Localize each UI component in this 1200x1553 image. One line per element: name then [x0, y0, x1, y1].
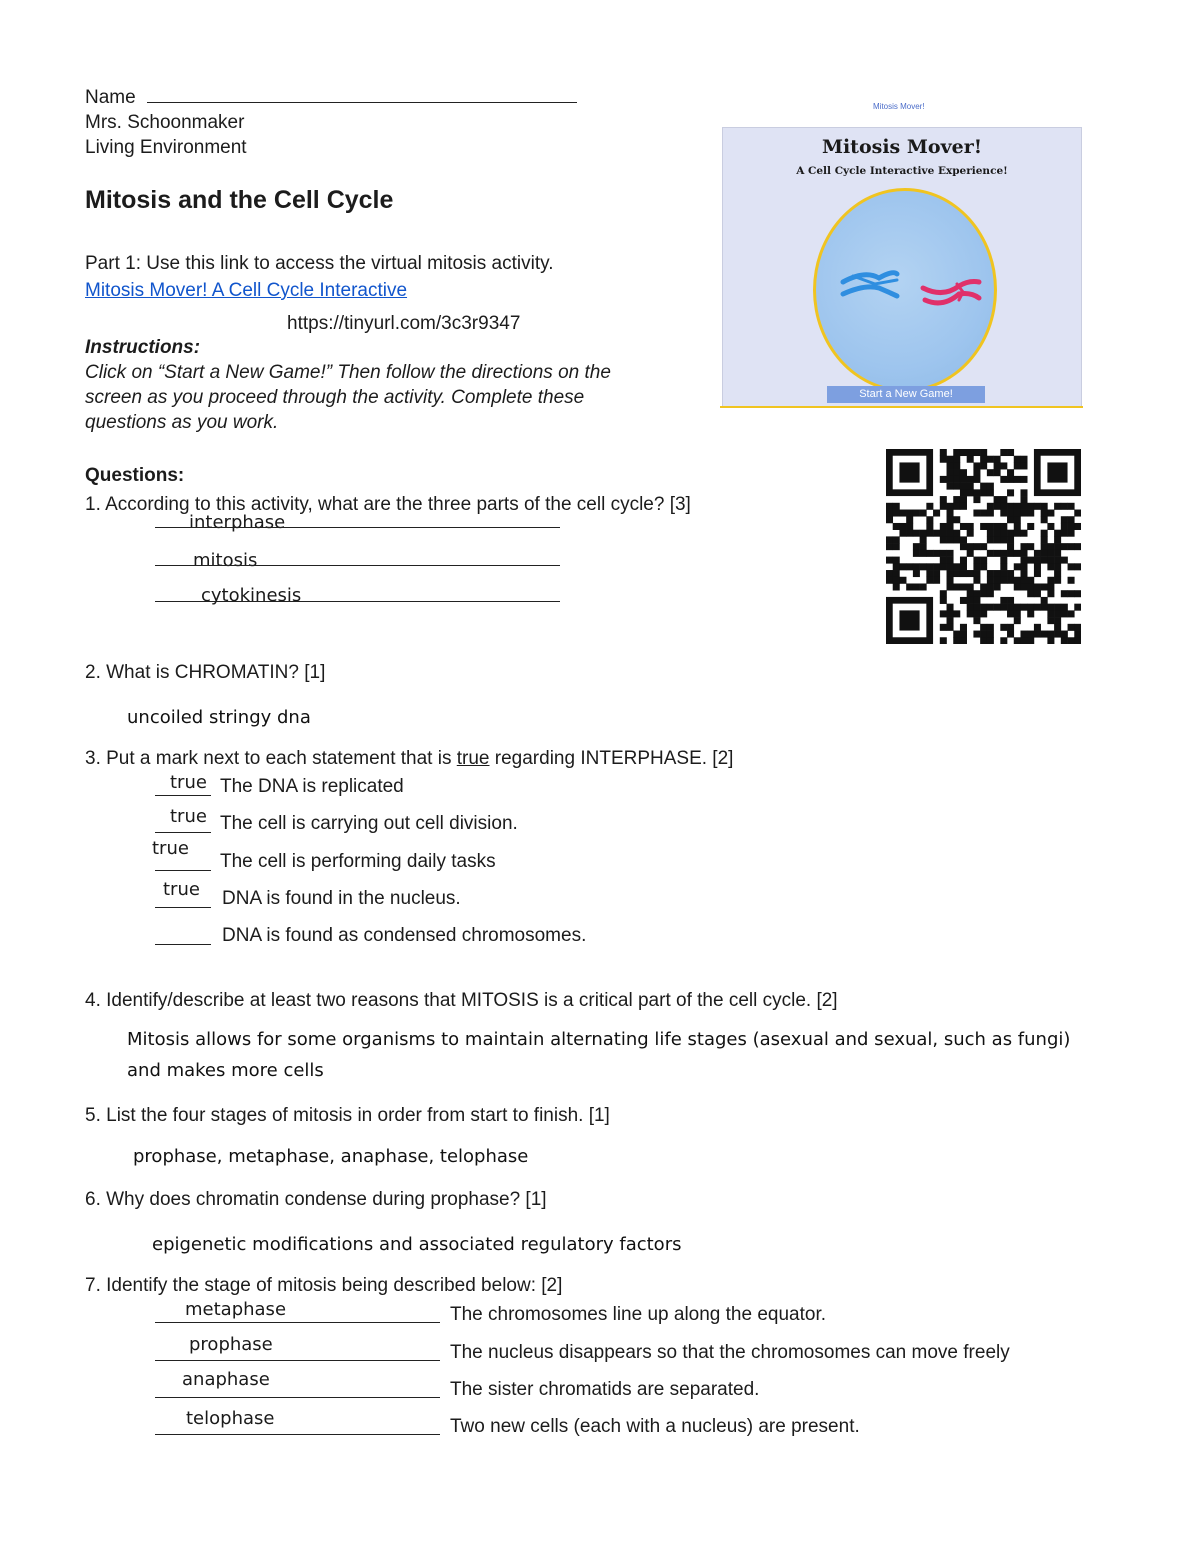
q5-text: 5. List the four stages of mitosis in order from start to finish. [1]	[85, 1105, 610, 1126]
q3-text-after: regarding INTERPHASE. [2]	[489, 748, 734, 769]
chromosomes-icon	[813, 188, 997, 392]
qr-code-icon	[886, 449, 1081, 644]
q1-blank-1[interactable]	[155, 527, 560, 528]
q3-text-underlined: true	[456, 748, 490, 769]
q3-mark-2[interactable]: true	[170, 806, 207, 827]
q3-statement-3: The cell is performing daily tasks	[220, 851, 496, 872]
q2-answer[interactable]: uncoiled stringy dna	[127, 707, 311, 728]
activity-link[interactable]: Mitosis Mover! A Cell Cycle Interactive	[85, 280, 408, 301]
q2-text: 2. What is CHROMATIN? [1]	[85, 662, 326, 683]
q7-description-3: The sister chromatids are separated.	[450, 1379, 760, 1400]
panel-border	[720, 406, 1083, 408]
start-new-game-button[interactable]: Start a New Game!	[827, 386, 985, 403]
name-line	[85, 87, 577, 109]
q1-answer-3[interactable]: cytokinesis	[201, 585, 302, 606]
q7-description-2: The nucleus disappears so that the chromosomes can move freely	[450, 1342, 1010, 1363]
q7-answer-2[interactable]: prophase	[189, 1334, 273, 1355]
cell-image	[813, 188, 997, 392]
q3-statement-5: DNA is found as condensed chromosomes.	[222, 925, 587, 946]
q7-answer-1[interactable]: metaphase	[185, 1299, 287, 1320]
questions-heading: Questions:	[85, 465, 185, 486]
instructions-line-2: screen as you proceed through the activity. Complete these	[85, 387, 585, 408]
q3-mark-3[interactable]: true	[152, 838, 189, 859]
q7-description-4: Two new cells (each with a nucleus) are present.	[450, 1416, 860, 1437]
q7-text: 7. Identify the stage of mitosis being described below: [2]	[85, 1275, 563, 1296]
q3-blank-5[interactable]	[155, 944, 211, 945]
activity-url[interactable]: https://tinyurl.com/3c3r9347	[287, 313, 521, 334]
course-name: Living Environment	[85, 137, 247, 158]
q3-mark-1[interactable]: true	[170, 772, 207, 793]
q3-blank-2[interactable]	[155, 832, 211, 833]
q5-answer[interactable]: prophase, metaphase, anaphase, telophase	[133, 1146, 529, 1167]
q3-statement-2: The cell is carrying out cell division.	[220, 813, 518, 834]
q1-blank-3[interactable]	[155, 601, 560, 602]
instructions-line-1: Click on “Start a New Game!” Then follow the directions on the	[85, 362, 611, 383]
q3-text	[85, 748, 733, 770]
teacher-name: Mrs. Schoonmaker	[85, 112, 245, 133]
game-subtitle: A Cell Cycle Interactive Experience!	[796, 165, 1008, 177]
q3-statement-4: DNA is found in the nucleus.	[222, 888, 461, 909]
q3-mark-4[interactable]: true	[163, 879, 200, 900]
q7-blank-1[interactable]	[155, 1322, 440, 1323]
instructions-line-3: questions as you work.	[85, 412, 279, 433]
q4-text: 4. Identify/describe at least two reasons that MITOSIS is a critical part of the cell cycle. [2]	[85, 990, 838, 1011]
q3-text-before: 3. Put a mark next to each statement that is	[85, 748, 457, 769]
q7-blank-3[interactable]	[155, 1397, 440, 1398]
q6-answer[interactable]: epigenetic modifications and associated regulatory factors	[152, 1234, 682, 1255]
game-screenshot[interactable]	[722, 127, 1082, 407]
game-caption: Mitosis Mover!	[873, 102, 925, 111]
q7-blank-4[interactable]	[155, 1434, 440, 1435]
q6-text: 6. Why does chromatin condense during prophase? [1]	[85, 1189, 547, 1210]
instructions-heading: Instructions:	[85, 337, 201, 358]
q3-blank-1[interactable]	[155, 795, 211, 796]
q1-text: 1. According to this activity, what are the three parts of the cell cycle? [3]	[85, 494, 691, 515]
game-title: Mitosis Mover!	[821, 136, 983, 158]
q7-description-1: The chromosomes line up along the equator.	[450, 1304, 827, 1325]
q3-statement-1: The DNA is replicated	[220, 776, 404, 797]
q1-answer-1[interactable]: interphase	[189, 512, 286, 533]
page-title: Mitosis and the Cell Cycle	[85, 186, 394, 214]
q3-blank-4[interactable]	[155, 907, 211, 908]
q3-blank-3[interactable]	[155, 870, 211, 871]
q1-blank-2[interactable]	[155, 565, 560, 566]
q1-answer-2[interactable]: mitosis	[193, 550, 258, 571]
name-label: Name	[85, 87, 136, 108]
q7-answer-4[interactable]: telophase	[186, 1408, 275, 1429]
q4-answer-line-2[interactable]: and makes more cells	[127, 1060, 324, 1081]
part1-text: Part 1: Use this link to access the virtual mitosis activity.	[85, 253, 554, 274]
q7-blank-2[interactable]	[155, 1360, 440, 1361]
name-blank[interactable]	[147, 102, 577, 103]
q4-answer-line-1[interactable]: Mitosis allows for some organisms to maintain alternating life stages (asexual and sexual, such as fungi)	[127, 1029, 1071, 1050]
q7-answer-3[interactable]: anaphase	[182, 1369, 270, 1390]
